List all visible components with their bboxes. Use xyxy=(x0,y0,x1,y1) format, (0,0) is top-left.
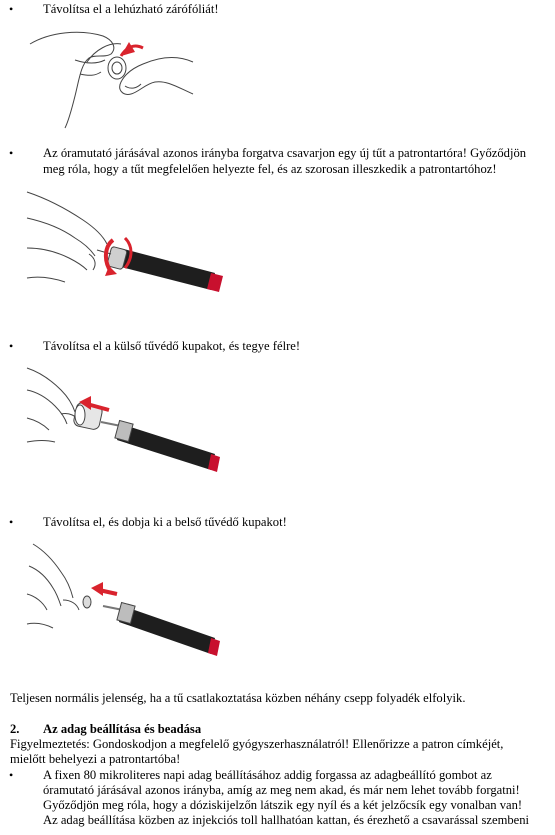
bullet-step-3: • xyxy=(9,339,14,353)
warning-line-2: mielőtt behelyezi a patrontartóba! xyxy=(10,752,181,766)
dose-line-3: Győződjön meg róla, hogy a dóziskijelzőn látszik egy nyíl és a két jelzőcsík egy vonalban van! xyxy=(43,798,523,812)
step-4-text: Távolítsa el, és dobja ki a belső tűvédő kupakot! xyxy=(43,515,287,529)
bullet-step-2: • xyxy=(9,146,14,160)
illustration-screw-needle-onto-pen xyxy=(25,188,225,313)
illustration-hands-peeling-foil xyxy=(25,24,195,129)
illustration-remove-inner-cap xyxy=(25,540,220,665)
dose-line-4: Az adag beállítása közben az injekciós toll hallhatóan kattan, és érezhető a csavarással szembeni xyxy=(43,813,530,827)
step-3-text: Távolítsa el a külső tűvédő kupakot, és tegye félre! xyxy=(43,339,301,353)
needle-note: Teljesen normális jelenség, ha a tű csatlakoztatása közben néhány csepp folyadék elfolyik. xyxy=(10,691,466,705)
step-1-text: Távolítsa el a lehúzható zárófóliát! xyxy=(43,2,219,16)
bullet-step-1: • xyxy=(9,2,14,16)
bullet-step-4: • xyxy=(9,515,14,529)
illustration-remove-outer-cap xyxy=(25,362,220,482)
step-2-text-line-2: meg róla, hogy a tűt megfelelően helyezte fel, és az szorosan illeszkedik a patrontartóhoz! xyxy=(43,162,497,176)
warning-line-1: Figyelmeztetés: Gondoskodjon a megfelelő gyógyszerhasználatról! Ellenőrizze a patron címkéjét, xyxy=(10,737,504,751)
section-number: 2. xyxy=(10,722,20,736)
dose-line-1: A fixen 80 mikroliteres napi adag beállításához addig forgassa az adagbeállító gombot az xyxy=(43,768,492,782)
bullet-dose: • xyxy=(9,768,14,782)
section-title: Az adag beállítása és beadása xyxy=(43,722,202,736)
step-2-text-line-1: Az óramutató járásával azonos irányba forgatva csavarjon egy új tűt a patrontartóra! Győződjön xyxy=(43,146,527,160)
dose-line-2: óramutató járásával azonos irányba, amíg az meg nem akad, és már nem lehet tovább forgatni! xyxy=(43,783,520,797)
